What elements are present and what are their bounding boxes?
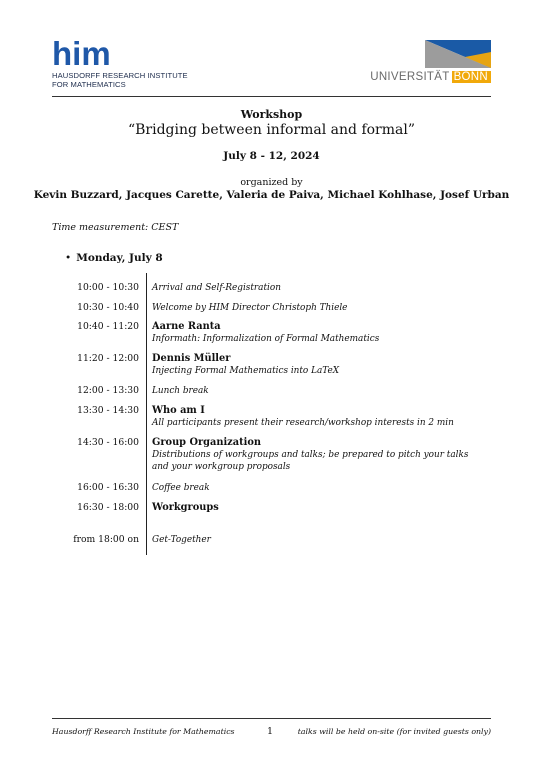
footer-rule [52,718,491,719]
session-time: 16:00 - 16:30 [77,482,139,493]
university-name: UNIVERSITÄT [370,71,450,83]
time-measurement-note: Time measurement: CEST [52,222,179,233]
session-description: Injecting Formal Mathematics into LaTeX [152,366,340,376]
him-logo-wordmark: him [52,40,111,70]
him-subtitle-line1: HAUSDORFF RESEARCH INSTITUTE [52,71,188,80]
session-time: 10:30 - 10:40 [77,302,139,313]
session-description: All participants present their research/workshop interests in 2 min [152,418,454,428]
session-description: Arrival and Self-Registration [152,283,281,293]
session-title: Workgroups [152,502,219,513]
schedule-divider [146,273,147,555]
session-speaker: Dennis Müller [152,353,231,364]
session-description: Get-Together [152,535,211,545]
session-description: Lunch break [152,386,209,396]
university-city: BONN [452,71,491,83]
workshop-label: Workshop [240,108,303,121]
session-title: Group Organization [152,437,261,448]
footer-institute: Hausdorff Research Institute for Mathematics [52,727,235,736]
session-description: Informath: Informalization of Formal Mathematics [152,334,380,344]
session-time: 13:30 - 14:30 [77,405,139,416]
organizers-list: Kevin Buzzard, Jacques Carette, Valeria de Paiva, Michael Kohlhase, Josef Urban [33,189,510,201]
session-time: 12:00 - 13:30 [77,385,139,396]
day-label: Monday, July 8 [76,252,163,264]
him-subtitle-line2: FOR MATHEMATICS [52,80,126,89]
session-time: 16:30 - 18:00 [77,502,139,513]
bullet-icon: • [65,252,72,264]
page-number: 1 [267,726,274,737]
session-time: 11:20 - 12:00 [77,353,139,364]
session-description: Coffee break [152,483,210,493]
workshop-title: “Bridging between informal and formal” [127,122,416,138]
footer-note: talks will be held on-site (for invited guests only) [297,727,491,736]
session-time: 10:40 - 11:20 [77,321,139,332]
session-description: Welcome by HIM Director Christoph Thiele [152,303,348,313]
session-speaker: Aarne Ranta [152,321,221,332]
session-time: 10:00 - 10:30 [77,282,139,293]
workshop-dates: July 8 - 12, 2024 [223,150,320,162]
session-time: from 18:00 on [73,534,139,545]
session-title: Who am I [152,405,205,416]
page-footer [52,727,491,741]
session-description: Distributions of workgroups and talks; be prepared to pitch your talks and your workgroup proposals [152,450,469,472]
organized-by-label: organized by [240,177,303,188]
session-time: 14:30 - 16:00 [77,437,139,448]
